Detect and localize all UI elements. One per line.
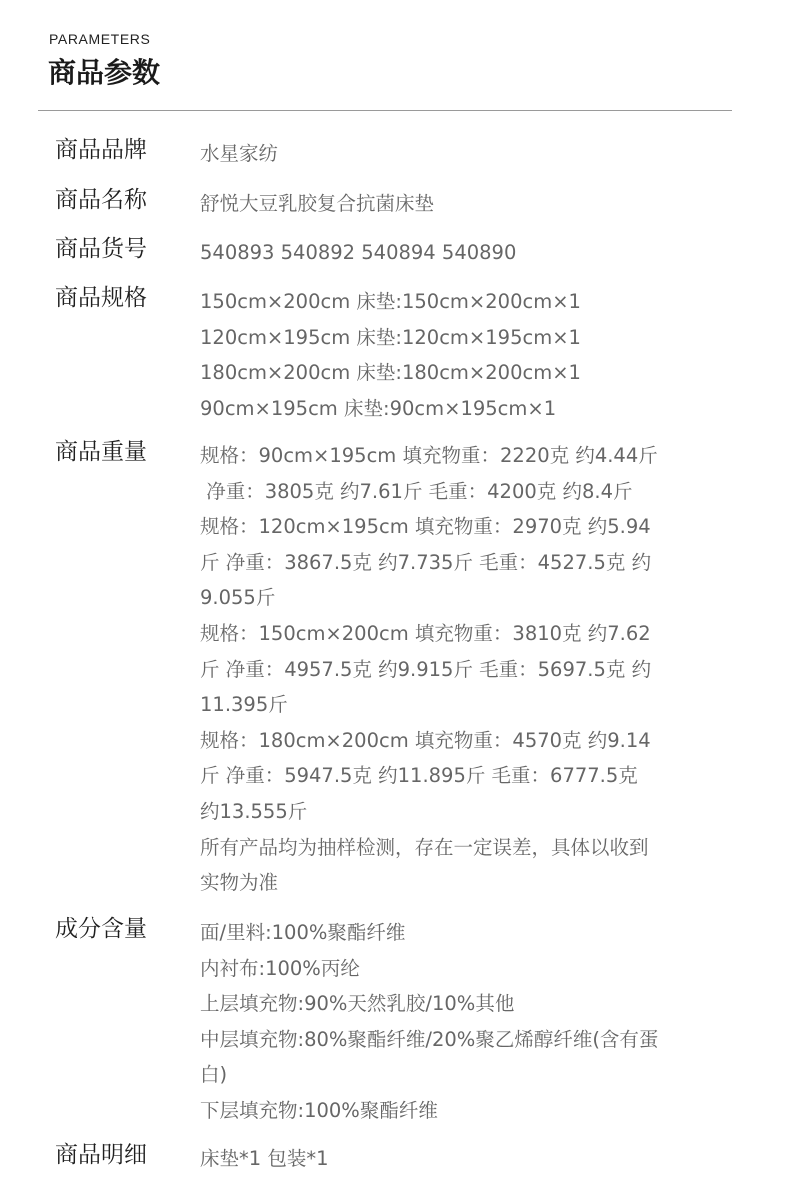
param-values xyxy=(200,915,700,1129)
param-value-line: 规格：150cm×200cm 填充物重：3810克 约7.62 xyxy=(200,621,651,645)
param-label: 商品明细 xyxy=(55,1142,147,1168)
param-label: 成分含量 xyxy=(55,916,147,942)
header-divider xyxy=(38,110,732,111)
param-values xyxy=(200,1141,700,1177)
param-value-line: 内衬布:100%丙纶 xyxy=(200,956,360,980)
param-value-line: 水星家纺 xyxy=(200,142,279,165)
param-label: 商品规格 xyxy=(55,285,147,311)
param-values xyxy=(200,186,700,222)
param-value-line: 180cm×200cm 床垫:180cm×200cm×1 xyxy=(200,361,581,385)
param-value-line: 白) xyxy=(200,1063,228,1087)
param-values xyxy=(200,235,700,271)
param-value-line: 床垫*1 包装*1 xyxy=(200,1147,329,1170)
section-title: 商品参数 xyxy=(48,56,161,89)
param-value-line: 规格：180cm×200cm 填充物重：4570克 约9.14 xyxy=(200,728,651,752)
param-value-line: 150cm×200cm 床垫:150cm×200cm×1 xyxy=(200,290,581,313)
section-subtitle-en: PARAMETERS xyxy=(49,31,151,47)
param-values xyxy=(200,438,700,901)
param-label: 商品品牌 xyxy=(55,137,147,163)
param-value-line: 下层填充物:100%聚酯纤维 xyxy=(200,1098,438,1122)
param-value-line: 约13.555斤 xyxy=(200,799,308,823)
param-value-line: 120cm×195cm 床垫:120cm×195cm×1 xyxy=(200,325,581,349)
param-value-line: 11.395斤 xyxy=(200,693,288,717)
param-value-line: 斤 净重：3867.5克 约7.735斤 毛重：4527.5克 约 xyxy=(200,550,652,574)
param-value-line: 净重：3805克 约7.61斤 毛重：4200克 约8.4斤 xyxy=(200,479,633,503)
param-values xyxy=(200,284,700,426)
param-value-line: 中层填充物:80%聚酯纤维/20%聚乙烯醇纤维(含有蛋 xyxy=(200,1027,659,1051)
param-values xyxy=(200,136,700,172)
param-value-line: 规格：90cm×195cm 填充物重：2220克 约4.44斤 xyxy=(200,444,658,467)
param-value-line: 斤 净重：4957.5克 约9.915斤 毛重：5697.5克 约 xyxy=(200,657,652,681)
param-value-line: 舒悦大豆乳胶复合抗菌床垫 xyxy=(200,192,435,215)
param-value-line: 上层填充物:90%天然乳胶/10%其他 xyxy=(200,992,515,1016)
param-value-line: 所有产品均为抽样检测，存在一定误差，具体以收到 xyxy=(200,835,649,859)
param-value-line: 实物为准 xyxy=(200,871,279,895)
param-value-line: 90cm×195cm 床垫:90cm×195cm×1 xyxy=(200,396,557,420)
param-value-line: 540893 540892 540894 540890 xyxy=(200,241,517,264)
param-label: 商品重量 xyxy=(55,439,147,465)
param-value-line: 9.055斤 xyxy=(200,586,276,610)
param-value-line: 面/里料:100%聚酯纤维 xyxy=(200,921,406,944)
param-value-line: 规格：120cm×195cm 填充物重：2970克 约5.94 xyxy=(200,515,651,539)
param-label: 商品货号 xyxy=(55,236,147,262)
param-label: 商品名称 xyxy=(55,187,147,213)
param-value-line: 斤 净重：5947.5克 约11.895斤 毛重：6777.5克 xyxy=(200,764,638,788)
